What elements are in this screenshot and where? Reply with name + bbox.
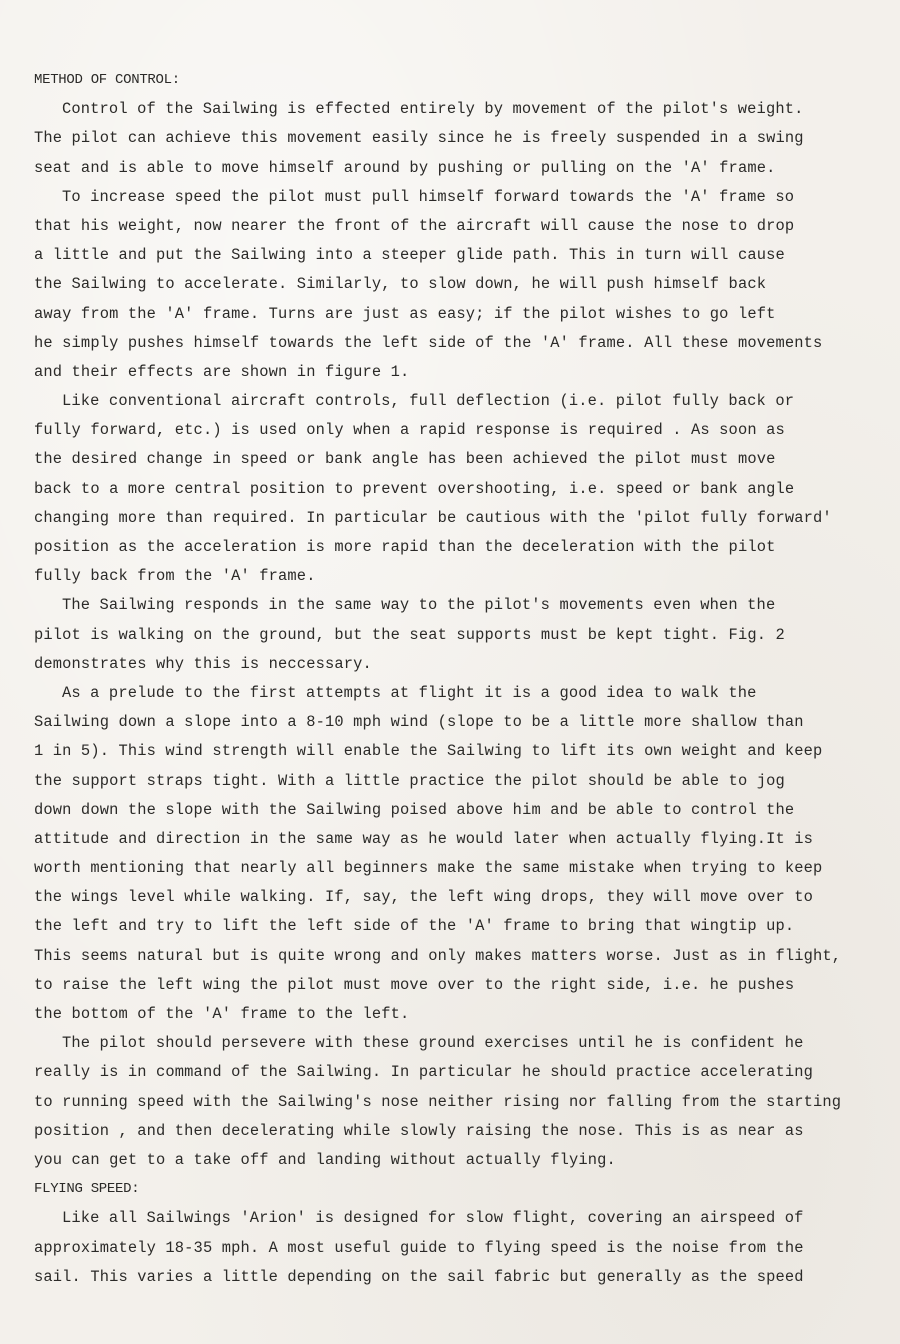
text-line: attitude and direction in the same way as he would later when actually flying.It is xyxy=(34,829,814,848)
text-line: Like conventional aircraft controls, full deflection (i.e. pilot fully back or xyxy=(62,392,795,411)
text-line: seat and is able to move himself around by pushing or pulling on the 'A' frame. xyxy=(34,158,776,177)
paragraph xyxy=(34,95,870,183)
paragraph xyxy=(34,679,870,1029)
text-line: back to a more central position to prevent overshooting, i.e. speed or bank angle xyxy=(34,479,795,498)
text-line: he simply pushes himself towards the left side of the 'A' frame. All these movements xyxy=(34,333,823,352)
typed-text-body xyxy=(34,66,870,1292)
text-line: To increase speed the pilot must pull himself forward towards the 'A' frame so xyxy=(62,187,795,206)
text-line: away from the 'A' frame. Turns are just as easy; if the pilot wishes to go left xyxy=(34,304,776,323)
text-line: position , and then decelerating while slowly raising the nose. This is as near as xyxy=(34,1121,804,1140)
paragraph xyxy=(34,183,870,387)
text-line: really is in command of the Sailwing. In particular he should practice accelerating xyxy=(34,1063,814,1082)
text-line: to raise the left wing the pilot must move over to the right side, i.e. he pushes xyxy=(34,975,795,994)
paragraph xyxy=(34,1204,870,1292)
paragraph xyxy=(34,591,870,679)
text-line: the desired change in speed or bank angle has been achieved the pilot must move xyxy=(34,450,776,469)
text-line: changing more than required. In particular be cautious with the 'pilot fully forward' xyxy=(34,508,832,527)
text-line: a little and put the Sailwing into a steeper glide path. This in turn will cause xyxy=(34,246,785,265)
section-heading: FLYING SPEED: xyxy=(34,1181,140,1198)
text-line: sail. This varies a little depending on the sail fabric but generally as the speed xyxy=(34,1267,804,1286)
text-line: As a prelude to the first attempts at flight it is a good idea to walk the xyxy=(62,683,757,702)
paragraph xyxy=(34,387,870,591)
text-line: pilot is walking on the ground, but the seat supports must be kept tight. Fig. 2 xyxy=(34,625,785,644)
text-line: The pilot should persevere with these ground exercises until he is confident he xyxy=(62,1034,804,1053)
text-line: fully back from the 'A' frame. xyxy=(34,567,316,586)
text-line: Like all Sailwings 'Arion' is designed for slow flight, covering an airspeed of xyxy=(62,1209,804,1228)
section-heading: METHOD OF CONTROL: xyxy=(34,72,180,88)
text-line: approximately 18-35 mph. A most useful guide to flying speed is the noise from the xyxy=(34,1238,804,1257)
text-line: The pilot can achieve this movement easily since he is freely suspended in a swing xyxy=(34,129,804,148)
text-line: the support straps tight. With a little practice the pilot should be able to jog xyxy=(34,771,785,790)
text-line: position as the acceleration is more rapid than the deceleration with the pilot xyxy=(34,538,776,556)
text-line: Control of the Sailwing is effected entirely by movement of the pilot's weight. xyxy=(62,100,804,119)
paragraph xyxy=(34,1029,870,1175)
text-line: down down the slope with the Sailwing poised above him and be able to control the xyxy=(34,800,795,819)
text-line: you can get to a take off and landing without actually flying. xyxy=(34,1150,616,1169)
text-line: Sailwing down a slope into a 8-10 mph wind (slope to be a little more shallow than xyxy=(34,713,804,732)
text-line: worth mentioning that nearly all beginners make the same mistake when trying to keep xyxy=(34,859,823,878)
text-line: The Sailwing responds in the same way to the pilot's movements even when the xyxy=(62,596,776,615)
text-line: to running speed with the Sailwing's nose neither rising nor falling from the starting xyxy=(34,1092,842,1111)
text-line: fully forward, etc.) is used only when a rapid response is required . As soon as xyxy=(34,421,785,440)
text-line: the left and try to lift the left side of the 'A' frame to bring that wingtip up. xyxy=(34,917,795,936)
text-line: that his weight, now nearer the front of the aircraft will cause the nose to drop xyxy=(34,216,795,235)
text-line: and their effects are shown in figure 1. xyxy=(34,362,410,381)
text-line: demonstrates why this is neccessary. xyxy=(34,654,372,673)
text-line: the bottom of the 'A' frame to the left. xyxy=(34,1005,410,1023)
text-line: the Sailwing to accelerate. Similarly, to slow down, he will push himself back xyxy=(34,275,767,294)
text-line: the wings level while walking. If, say, the left wing drops, they will move over to xyxy=(34,888,814,907)
text-line: 1 in 5). This wind strength will enable the Sailwing to lift its own weight and keep xyxy=(34,742,823,761)
text-line: This seems natural but is quite wrong and only makes matters worse. Just as in flight, xyxy=(34,946,842,965)
